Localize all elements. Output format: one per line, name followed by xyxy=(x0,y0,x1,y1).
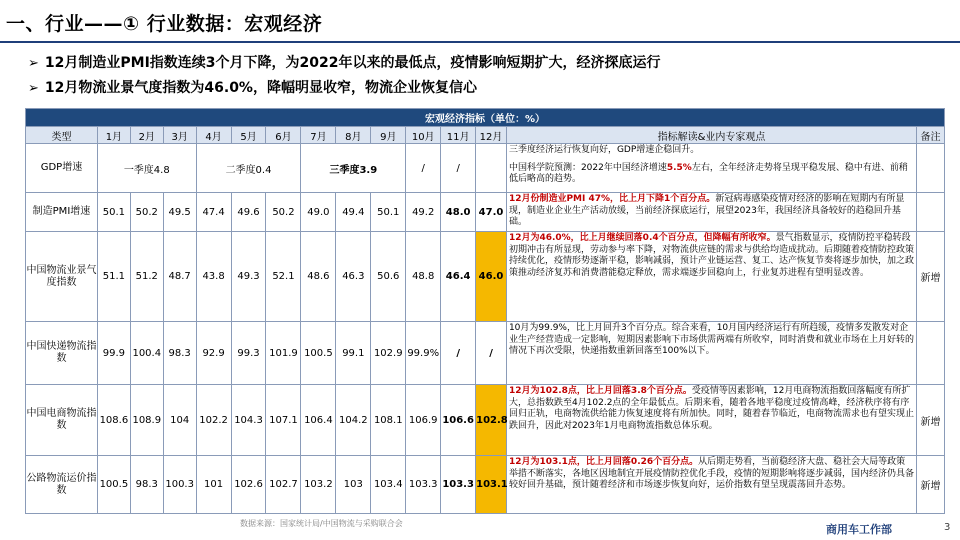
value-cell: 104.2 xyxy=(336,385,371,456)
value-cell: 107.1 xyxy=(266,385,301,456)
commentary-text: 10月为99.9%，比上月回升3个百分点。综合来看，10月国内经济运行有所趋缓，疫情多发散发对企业生产经营造成一定影响，短期因素影响下市场供需两端有所收窄，同时消费和就业市场在上月好转的情况下再次受限，快递指数重新回落至100%以下。 xyxy=(508,323,914,356)
row-label: GDP增速 xyxy=(26,144,98,193)
commentary-cell xyxy=(506,385,916,456)
table-row-pmi xyxy=(26,193,945,232)
value-cell: 106.9 xyxy=(406,385,441,456)
col-header-month: 4月 xyxy=(196,127,231,144)
value-cell: 108.9 xyxy=(130,385,163,456)
col-header-month: 1月 xyxy=(97,127,130,144)
value-cell: 51.2 xyxy=(130,232,163,322)
table-title: 宏观经济指标（单位：%） xyxy=(26,109,945,127)
note-cell xyxy=(917,193,945,232)
gdp-dec-cell xyxy=(476,144,507,193)
bullet-pmi xyxy=(28,52,661,72)
gdp-nov-cell: / xyxy=(441,144,476,193)
highlighted-value-cell: 103.1 xyxy=(476,456,507,514)
col-header-month: 7月 xyxy=(301,127,336,144)
value-cell: 102.9 xyxy=(371,322,406,385)
commentary-text: 新冠病毒感染疫情对经济的影响在短期内有所显现，制造业企业生产活动放缓，当前经济探底运行，展望2023年，我国经济具备较好的趋稳回升基础。 xyxy=(508,194,905,227)
value-cell: 46.4 xyxy=(441,232,476,322)
value-cell: 103.4 xyxy=(371,456,406,514)
value-cell: 106.6 xyxy=(441,385,476,456)
value-cell: 100.5 xyxy=(97,456,130,514)
bullet-text: 12月制造业PMI指数连续3个月下降，为2022年以来的最低点，疫情影响短期扩大，经济探底运行 xyxy=(44,55,661,71)
value-cell: 48.7 xyxy=(163,232,196,322)
col-header-month: 8月 xyxy=(336,127,371,144)
col-header-month: 12月 xyxy=(476,127,507,144)
department-label: 商用车工作部 xyxy=(826,523,892,536)
note-cell: 新增 xyxy=(917,456,945,514)
col-header-month: 5月 xyxy=(231,127,266,144)
commentary-text: 中国科学院预测：2022年中国经济增速5.5%左右，全年经济走势将呈现平稳发展、稳中有进、前稍低后略高的趋势。 xyxy=(508,162,908,184)
value-cell: 49.6 xyxy=(231,193,266,232)
row-label: 公路物流运价指数 xyxy=(26,456,98,514)
row-label: 制造PMI增速 xyxy=(26,193,98,232)
value-cell: 49.4 xyxy=(336,193,371,232)
row-label: 中国物流业景气度指数 xyxy=(26,232,98,322)
value-cell: 49.2 xyxy=(406,193,441,232)
commentary-cell xyxy=(506,232,916,322)
value-cell: 48.0 xyxy=(441,193,476,232)
forecast-highlight: 5.5% xyxy=(666,162,692,173)
commentary-cell xyxy=(506,193,916,232)
table-header-row xyxy=(26,127,945,144)
commentary-text: 景气指数显示，疫情防控平稳转段初期冲击有所显现，劳动参与率下降，对物流供应链的需求与供给均造成扰动。后期随着疫情防控政策持续优化，疫情形势逐渐平稳，影响减弱，预计产业链运营、复工、达产恢复节奏将逐步加快，加之政策推动经济复苏和消费潜能稳定释放，需求端逐步回稳向上，行业复苏进程有望明显改善。 xyxy=(508,233,914,278)
note-cell: 新增 xyxy=(917,232,945,322)
value-cell: 49.3 xyxy=(231,232,266,322)
value-cell: 48.6 xyxy=(301,232,336,322)
value-cell: 103 xyxy=(336,456,371,514)
arrow-bullet-icon: ➢ xyxy=(28,56,39,71)
value-cell: 101 xyxy=(196,456,231,514)
page-number: 3 xyxy=(944,522,951,533)
value-cell: 99.9% xyxy=(406,322,441,385)
value-cell: 99.1 xyxy=(336,322,371,385)
note-cell xyxy=(917,322,945,385)
col-header-type: 类型 xyxy=(26,127,98,144)
highlighted-value-cell: 102.8 xyxy=(476,385,507,456)
table-row-express xyxy=(26,322,945,385)
arrow-bullet-icon: ➢ xyxy=(28,81,39,96)
bullet-logistics xyxy=(28,77,477,97)
commentary-text: 从后期走势看，当前稳经济大盘、稳社会大局等政策举措不断落实，各地区因地制宜开展疫情防控优化手段，疫情的短期影响将逐步减弱，国内经济仍具备较好回升基础，预计随着经济和市场逐步恢复向好，运价指数有望呈现震荡回升态势。 xyxy=(508,457,914,490)
value-cell: 108.6 xyxy=(97,385,130,456)
gdp-q2-cell: 二季度0.4 xyxy=(196,144,301,193)
macro-indicator-table xyxy=(25,108,945,514)
bullet-text: 12月物流业景气度指数为46.0%，降幅明显收窄，物流企业恢复信心 xyxy=(44,80,477,96)
commentary-cell xyxy=(506,322,916,385)
highlighted-value-cell: 46.0 xyxy=(476,232,507,322)
value-cell: 100.5 xyxy=(301,322,336,385)
title-divider xyxy=(0,41,960,43)
value-cell: 106.4 xyxy=(301,385,336,456)
note-cell xyxy=(917,144,945,193)
value-cell: 47.0 xyxy=(476,193,507,232)
commentary-highlight: 12月为103.1点，比上月回落0.26个百分点。 xyxy=(508,457,699,467)
value-cell: 48.8 xyxy=(406,232,441,322)
value-cell: 43.8 xyxy=(196,232,231,322)
gdp-q1-cell: 一季度4.8 xyxy=(97,144,196,193)
value-cell: 50.1 xyxy=(371,193,406,232)
value-cell: 102.2 xyxy=(196,385,231,456)
gdp-q3-cell: 三季度3.9 xyxy=(301,144,406,193)
value-cell: 98.3 xyxy=(163,322,196,385)
page-title: 一、行业——① 行业数据：宏观经济 xyxy=(6,13,323,35)
value-cell: 49.0 xyxy=(301,193,336,232)
table-row-ecommerce xyxy=(26,385,945,456)
row-label: 中国快递物流指数 xyxy=(26,322,98,385)
value-cell: 100.4 xyxy=(130,322,163,385)
commentary-cell xyxy=(506,144,916,193)
commentary-highlight: 12月份制造业PMI 47%，比上月下降1个百分点。 xyxy=(508,194,716,204)
value-cell: 101.9 xyxy=(266,322,301,385)
value-cell: 52.1 xyxy=(266,232,301,322)
value-cell: 102.7 xyxy=(266,456,301,514)
value-cell: 46.3 xyxy=(336,232,371,322)
commentary-cell xyxy=(506,456,916,514)
col-header-month: 9月 xyxy=(371,127,406,144)
data-source-note: 数据来源：国家统计局/中国物流与采购联合会 xyxy=(240,519,403,528)
commentary-text: 三季度经济运行恢复向好，GDP增速企稳回升。 xyxy=(508,145,700,155)
table-row-gdp xyxy=(26,144,945,193)
value-cell: 103.3 xyxy=(406,456,441,514)
value-cell: 47.4 xyxy=(196,193,231,232)
table-row-road-freight xyxy=(26,456,945,514)
value-cell: 50.2 xyxy=(266,193,301,232)
value-cell: 99.9 xyxy=(97,322,130,385)
table-row-logistics xyxy=(26,232,945,322)
value-cell: 98.3 xyxy=(130,456,163,514)
value-cell: 108.1 xyxy=(371,385,406,456)
value-cell: 103.2 xyxy=(301,456,336,514)
col-header-month: 6月 xyxy=(266,127,301,144)
col-header-commentary: 指标解读&业内专家观点 xyxy=(506,127,916,144)
commentary-text: 受疫情等因素影响，12月电商物流指数回落幅度有所扩大，总指数跌至4月102.2点的全年最低点。后期来看，随着各地平稳度过疫情高峰，经济秩序将有序回归正轨，电商物流供给能力恢复速度将有所加快。同时，随着春节临近，电商物流需求也有望实现止跌回升，因此对2023年1月电商物流指数总体乐观。 xyxy=(508,386,914,431)
value-cell: 104.3 xyxy=(231,385,266,456)
value-cell: 102.6 xyxy=(231,456,266,514)
value-cell: 100.3 xyxy=(163,456,196,514)
value-cell: / xyxy=(476,322,507,385)
value-cell: 103.3 xyxy=(441,456,476,514)
row-label: 中国电商物流指数 xyxy=(26,385,98,456)
value-cell: 92.9 xyxy=(196,322,231,385)
value-cell: 50.2 xyxy=(130,193,163,232)
col-header-month: 10月 xyxy=(406,127,441,144)
note-cell: 新增 xyxy=(917,385,945,456)
col-header-month: 11月 xyxy=(441,127,476,144)
value-cell: 50.1 xyxy=(97,193,130,232)
commentary-highlight: 12月为102.8点，比上月回落3.8个百分点。 xyxy=(508,386,692,396)
commentary-highlight: 12月为46.0%，比上月继续回落0.4个百分点，但降幅有所收窄。 xyxy=(508,233,776,243)
gdp-oct-cell: / xyxy=(406,144,441,193)
col-header-month: 2月 xyxy=(130,127,163,144)
value-cell: 49.5 xyxy=(163,193,196,232)
value-cell: / xyxy=(441,322,476,385)
value-cell: 99.3 xyxy=(231,322,266,385)
value-cell: 51.1 xyxy=(97,232,130,322)
col-header-note: 备注 xyxy=(917,127,945,144)
value-cell: 104 xyxy=(163,385,196,456)
col-header-month: 3月 xyxy=(163,127,196,144)
value-cell: 50.6 xyxy=(371,232,406,322)
